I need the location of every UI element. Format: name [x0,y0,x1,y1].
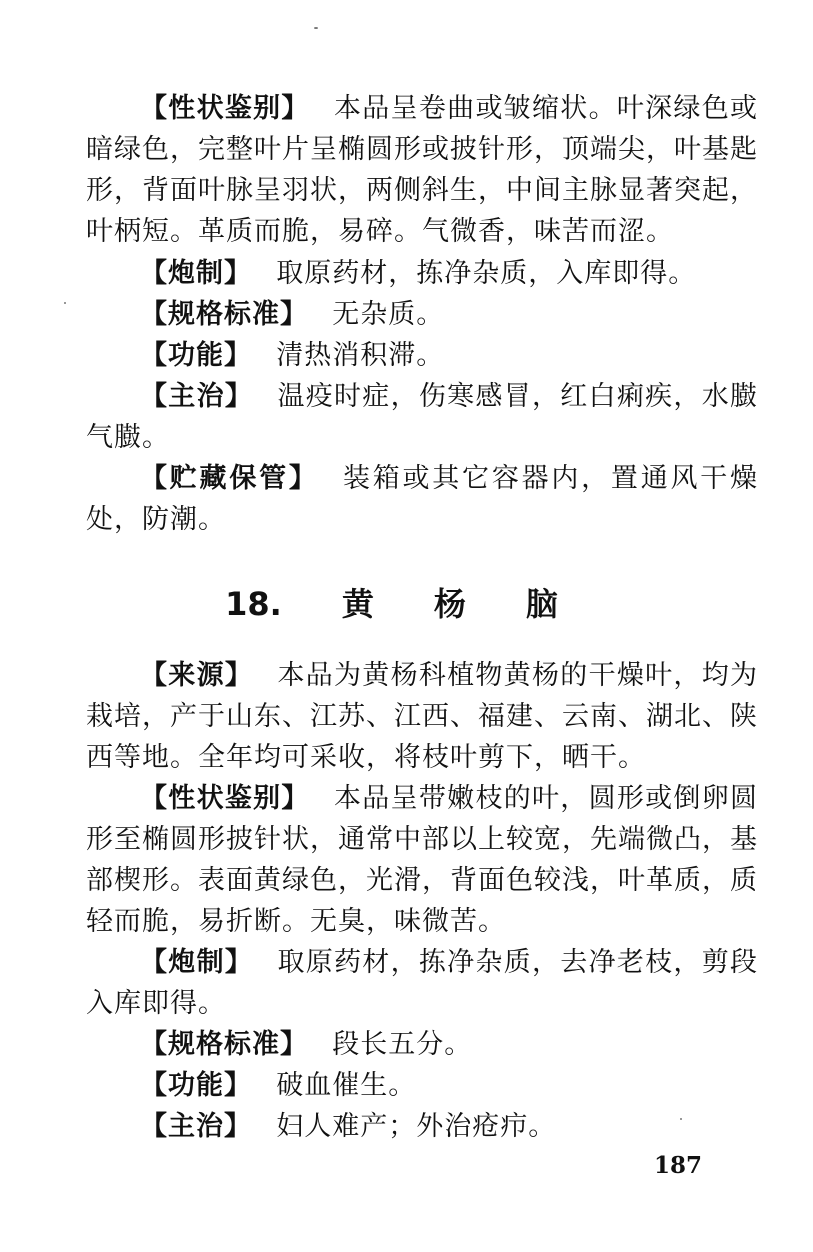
text-indication-18: 妇人难产；外治疮疖。 [276,1111,557,1142]
label-storage: 【贮藏保管】 [140,463,319,494]
text-processing-18: 取原药材，拣净杂质，去净老枝，剪段入库即得。 [86,947,758,1019]
text-source: 本品为黄杨科植物黄杨的干燥叶，均为栽培，产于山东、江苏、江西、福建、云南、湖北、陕西等地。全年均可采收，将枝叶剪下，晒干。 [86,660,758,773]
text-appearance-18: 本品呈带嫩枝的叶，圆形或倒卵圆形至椭圆形披针状，通常中部以上较宽，先端微凸，基部楔形。表面黄绿色，光滑，背面色较浅，叶革质，质轻而脆，易折断。无臭，味微苦。 [86,783,759,937]
scan-speck [64,302,66,304]
text-storage: 装箱或其它容器内，置通风干燥处，防潮。 [86,463,759,535]
text-indication: 温疫时症，伤寒感冒，红白痢疾，水臌气臌。 [86,381,758,453]
page-number: 187 [654,1152,703,1179]
label-standard-18: 【规格标准】 [140,1029,308,1060]
paragraph-standard-top [86,294,758,335]
paragraph-processing-top [86,253,758,294]
text-function: 清热消积滞。 [276,340,445,371]
label-processing-18: 【炮制】 [140,947,254,978]
paragraph-indication-top [86,376,758,458]
label-source: 【来源】 [140,660,254,691]
section-title-char-3: 脑 [525,585,558,623]
paragraph-appearance-top [86,88,758,252]
text-appearance: 本品呈卷曲或皱缩状。叶深绿色或暗绿色，完整叶片呈椭圆形或披针形，顶端尖，叶基匙形，背面叶脉呈羽状，两侧斜生，中间主脉显著突起，叶柄短。革质而脆，易碎。气微香，味苦而涩。 [86,93,759,247]
label-function-18: 【功能】 [140,1070,252,1101]
paragraph-indication [86,1106,758,1147]
section-title-char-2: 杨 [433,585,466,623]
label-indication: 【主治】 [140,381,254,412]
label-appearance: 【性状鉴别】 [140,93,310,124]
text-processing: 取原药材，拣净杂质，入库即得。 [276,258,697,289]
label-appearance-18: 【性状鉴别】 [140,783,310,814]
label-processing: 【炮制】 [140,258,252,289]
label-indication-18: 【主治】 [140,1111,252,1142]
paragraph-function [86,1065,758,1106]
paragraph-processing [86,942,758,1024]
paragraph-storage-top [86,458,758,540]
paragraph-function-top [86,335,758,376]
scan-speck [680,1118,682,1120]
scan-speck [314,27,318,29]
paragraph-standard [86,1024,758,1065]
text-standard-18: 段长五分。 [332,1029,473,1060]
label-standard: 【规格标准】 [140,299,308,330]
label-function: 【功能】 [140,340,252,371]
paragraph-source [86,655,758,778]
section-number: 18. [225,585,282,623]
section-title-char-1: 黄 [341,585,374,623]
section-heading [0,582,813,626]
text-standard: 无杂质。 [332,299,445,330]
text-function-18: 破血催生。 [276,1070,417,1101]
paragraph-appearance [86,778,758,942]
